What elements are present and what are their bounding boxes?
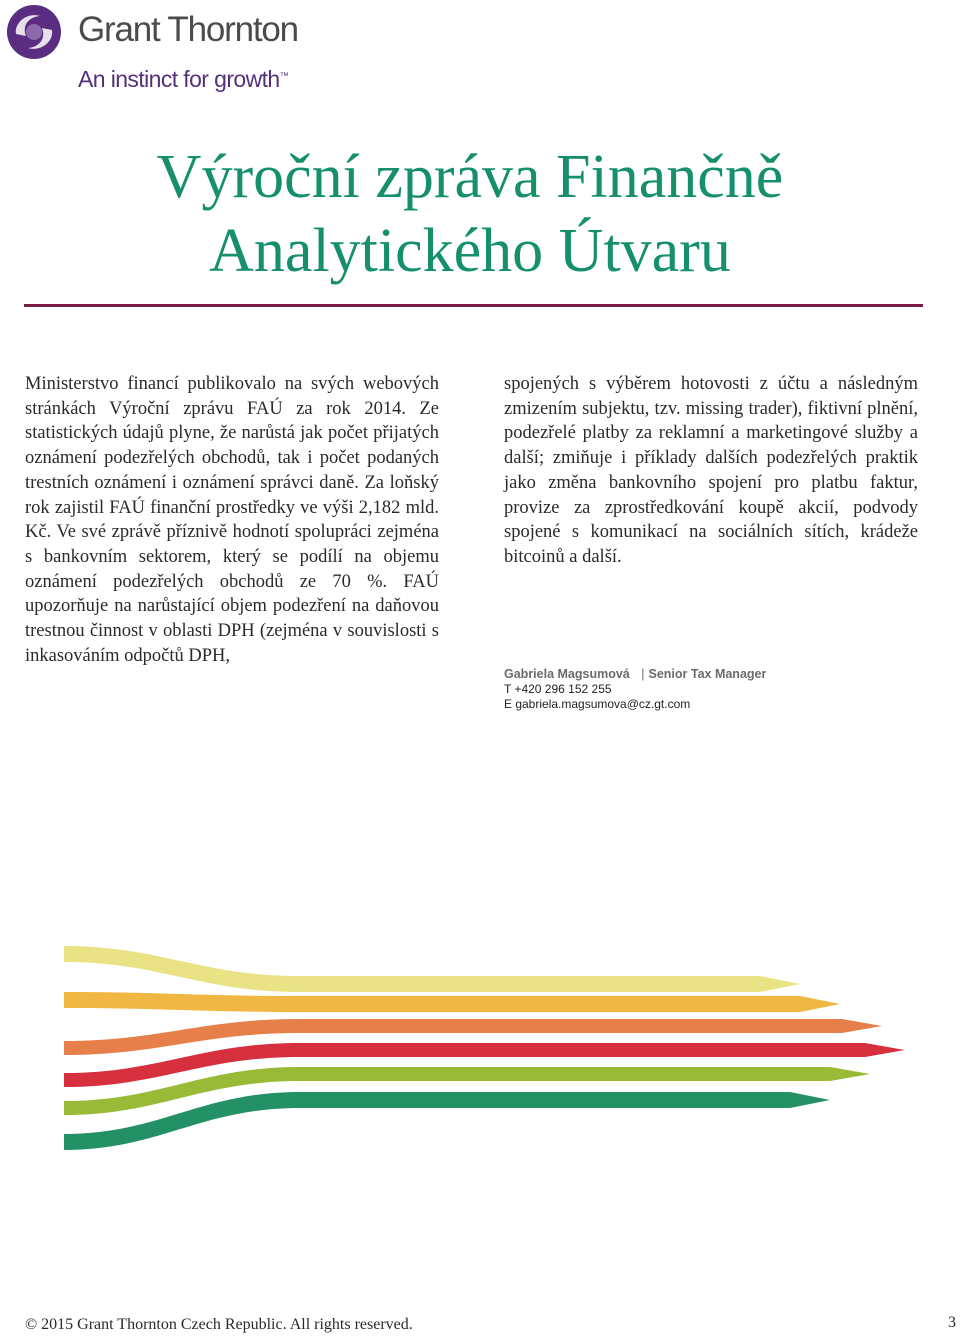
author-name: Gabriela Magsumová bbox=[504, 667, 630, 681]
body-column-right: spojených s výběrem hotovosti z účtu a následným zmizením subjektu, tzv. missing trader), fiktivní plnění, podezřelé platby za reklamní a marketingové služby a další; zmiňuje i příklady dalších podezřelých praktik jako změna bankovního spojení pro platbu faktur, provize za zprostředkování koupě akcií, podvody spojené s komunikací na sociálních sítích, krádeže bitcoinů a další. bbox=[504, 374, 918, 567]
arrow-stripe-green bbox=[64, 1092, 830, 1150]
title-line-2: Analytického Útvaru bbox=[209, 217, 731, 285]
footer-copyright: © 2015 Grant Thornton Czech Republic. All rights reserved. bbox=[25, 1316, 413, 1333]
author-contact bbox=[504, 666, 766, 712]
author-role: Senior Tax Manager bbox=[648, 667, 767, 681]
author-name-role bbox=[504, 666, 766, 682]
title-line-1: Výroční zpráva Finančně bbox=[156, 143, 784, 211]
author-phone: T +420 296 152 255 bbox=[504, 682, 612, 696]
logo-tagline: An instinct for growth™ bbox=[78, 66, 288, 92]
grant-thornton-logo bbox=[6, 4, 306, 96]
separator: | bbox=[641, 667, 645, 681]
body-column-left: Ministerstvo financí publikovalo na svých webových stránkách Výroční zprávu FAÚ za rok 2014. Ze statistických údajů plyne, že narůstá jak počet přijatých oznámení podezřelých obchodů, tak i počet podaných trestních oznámení i oznámení správci daně. Za loňský rok zajistil FAÚ finanční prostředky ve výši 2,182 mld. Kč. Ve své zprávě příznivě hodnotí spolupráci zejména s bankovním sektorem, který se podílí na objemu oznámení podezřelých obchodů ze 70 %. FAÚ upozorňuje na narůstající objem podezření na daňovou trestnou činnost v oblasti DPH (zejména v souvislosti s inkasováním odpočtů DPH, bbox=[25, 374, 439, 666]
page-number: 3 bbox=[948, 1314, 956, 1331]
author-email[interactable]: E gabriela.magsumova@cz.gt.com bbox=[504, 697, 691, 711]
page-title bbox=[0, 140, 940, 288]
arrow-stripe-yellow bbox=[64, 946, 800, 992]
title-divider bbox=[24, 304, 923, 307]
growth-arrows-graphic bbox=[0, 930, 960, 1170]
arrow-stripe-orange bbox=[64, 992, 840, 1012]
logo-wordmark: Grant Thornton bbox=[78, 10, 298, 49]
logo-mark-icon bbox=[6, 4, 66, 64]
